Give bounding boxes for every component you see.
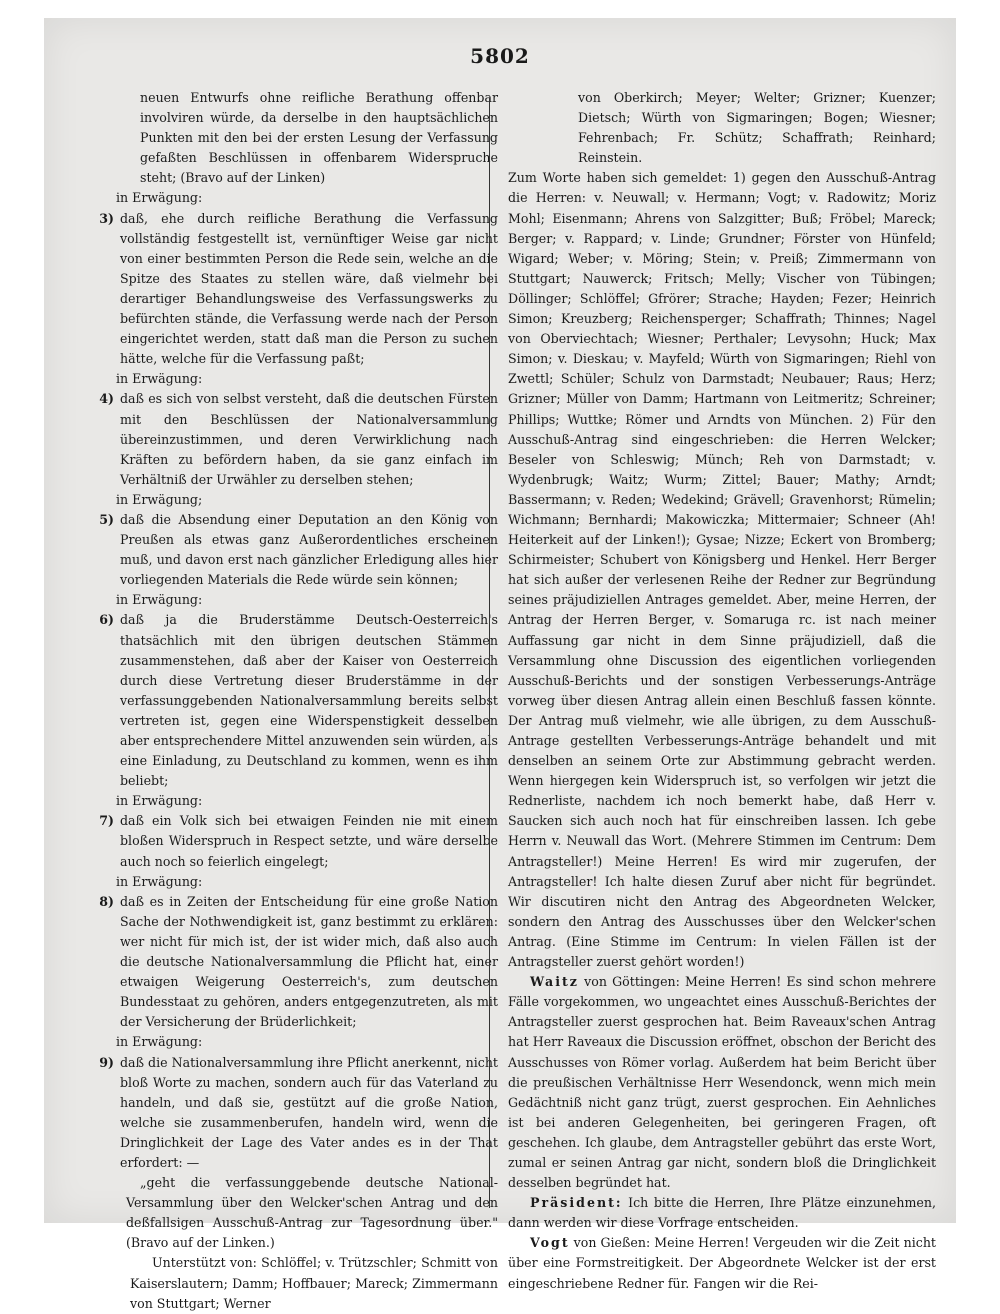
item-number: 9)	[99, 1054, 114, 1070]
speaker-name: Waitz	[530, 974, 579, 990]
item-text: daß, ehe durch reifliche Berathung die Verfassung vollständig festgestellt ist, vernünftiger Weise gar nicht von einer bestimmten Person die Rede sein, welche an die Spitze des Staates zu stellen wäre, daß vielmehr bei derartiger Behandlungsweise des Verfassungswerks zu befürchten stände, die Verfassung werde nach der Person eingerichtet werden, statt daß man die Person zu suchen hätte, welche für die Verfassung paßt;	[120, 210, 498, 367]
consideration-label: in Erwägung:	[116, 371, 203, 387]
scanned-page	[44, 18, 956, 1311]
item-text: daß es in Zeiten der Entscheidung für eine große Nation Sache der Nothwendigkeit ist, ganz bestimmt zu erklären: wer nicht für mich ist, der ist wider mich, daß also auch die deutsche Nationalversammlung die Pflicht hat, einer etwaigen Weigerung Oesterreich's, zum deutschen Bundesstaat zu gehören, anders entgegenzutreten, als mit der Versicherung der Brüderlichkeit;	[120, 893, 498, 1030]
page-number: 5802	[470, 44, 530, 68]
consideration-label: in Erwägung:	[116, 793, 203, 809]
item-number: 4)	[99, 391, 114, 407]
item-text: daß es sich von selbst versteht, daß die deutschen Fürsten mit den Beschlüssen der Nationalversammlung übereinzustimmen, und deren Verwirklichung nach Kräften zu befördern haben, da sie ganz einfach im Verhältniß der Urwähler zu derselben stehen;	[120, 391, 498, 487]
item-text: daß ein Volk sich bei etwaigen Feinden nie mit einem bloßen Widerspruch in Respect setzte, und wäre derselbe auch noch so feierlich eingelegt;	[120, 813, 498, 869]
speech-text: Ich bitte die Herren, Ihre Plätze einzunehmen, dann werden wir diese Vorfrage entscheiden.	[508, 1195, 936, 1231]
speech-text: von Gießen: Meine Herren! Vergeuden wir die Zeit nicht über eine Formstreitigkeit. Der Abgeordnete Welcker ist der erst eingeschriebene Redner für. Fangen wir die Rei-	[508, 1235, 936, 1291]
consideration-label: in Erwägung:	[116, 873, 203, 889]
speakers-list-paragraph: Zum Worte haben sich gemeldet: 1) gegen den Ausschuß-Antrag die Herren: v. Neuwall; v. Hermann; Vogt; v. Radowitz; Moriz Mohl; Eisenmann; Ahrens von Salzgitter; Buß; Fröbel; Mareck; Berger; v. Rappard; v. Linde; Grundner; Förster von Hünfeld; Wigard; Weber; v. Möring; Stein; v. Preiß; Zimmermann von Stuttgart; Nauwerck; Fritsch; Melly; Vischer von Tübingen; Döllinger; Schlöffel; Gfrörer; Strache; Hayden; Fezer; Heinrich Simon; Kreuzberg; Reichensperger; Schaffrath; Thinnes; Nagel von Oberviechtach; Wiesner; Perthaler; Levysohn; Huck; Max Simon; v. Dieskau; v. Mayfeld; Würth von Sigmaringen; Riehl von Zwettl; Schüler; Schulz von Darmstadt; Neubauer; Raus; Herz; Grizner; Müller von Damm; Hartmann von Leitmeritz; Schreiner; Phillips; Wuttke; Römer und Arndts von München. 2) Für den Ausschuß-Antrag sind eingeschrieben: die Herren Welcker; Beseler von Schleswig; Münch; Reh von Darmstadt; v. Wydenbrugk; Waitz; Wurm; Zittel; Bauer; Mathy; Arndt; Bassermann; v. Reden; Wedekind; Grävell; Gravenhorst; Rümelin; Wichmann; Bernhardi; Makowiczka; Mittermaier; Schneer (Ah! Heiterkeit auf der Linken!); Gysae; Nizze; Eckert von Bromberg; Schirmeister; Schubert von Königsberg und Henkel. Herr Berger hat sich außer der verlesenen Reihe der Redner zur Begründung seines präjudiziellen Antrages gemeldet. Aber, meine Herren, der Antrag der Herren Berger, v. Somaruga rc. ist nach meiner Auffassung gar nicht in dem Sinne präjudiziell, daß die Versammlung ohne Discussion des eigentlichen vorliegenden Ausschuß-Berichts und der sonstigen Verbesserungs-Anträge vorweg über diesen Antrag allein einen Beschluß fassen könnte. Der Antrag muß vielmehr, wie alle übrigen, zu dem Ausschuß-Antrage gestellten Verbesserungs-Anträge behandelt und mit denselben an seinem Orte zur Abstimmung gebracht werden. Wenn hiergegen kein Widerspruch ist, so verfolgen wir jetzt die Rednerliste, nachdem ich noch bemerkt habe, daß Herr v. Saucken sich auch noch hat für einschreiben lassen. Ich gebe Herrn v. Neuwall das Wort. (Mehrere Stimmen im Centrum: Dem Antragsteller!) Meine Herren! Es wird mir zugerufen, der Antragsteller! Ich halte diesen Zuruf aber nicht für begründet. Wir discutiren nicht den Antrag des Abgeordneten Welcker, sondern den Antrag des Ausschusses über den Welcker'schen Antrag. (Eine Stimme im Centrum: In vielen Fällen ist der Antragsteller zuerst gehört worden!)	[508, 170, 936, 970]
item-number: 5)	[99, 511, 114, 527]
consideration-label: in Erwägung;	[116, 491, 203, 507]
intro-paragraph: neuen Entwurfs ohne reifliche Berathung offenbar involviren würde, da derselbe in den hauptsächlichen Punkten mit den bei der ersten Lesung der Verfassung gefaßten Beschlüssen in offenbarem Widerspruche steht; (Bravo auf der Linken)	[140, 90, 498, 186]
speaker-name: Vogt	[530, 1235, 570, 1251]
item-number: 7)	[99, 813, 114, 829]
item-text: daß die Nationalversammlung ihre Pflicht anerkennt, nicht bloß Worte zu machen, sondern auch für das Vaterland zu handeln, und daß sie, gestützt auf die große Nation, welche sie zusammenberufen, handeln wird, wenn die Dringlichkeit der Lage des Vater andes es in der That erfordert: —	[120, 1054, 498, 1170]
item-number: 8)	[99, 893, 114, 909]
column-divider	[489, 98, 490, 1208]
item-number: 3)	[99, 210, 114, 226]
consideration-label: in Erwägung:	[116, 592, 203, 608]
consideration-item	[70, 610, 498, 791]
speech-text: von Göttingen: Meine Herren! Es sind schon mehrere Fälle vorgekommen, wo ungeachtet eines Ausschuß-Berichtes der Antragsteller zuerst gesprochen hat. Beim Raveaux'schen Antrag hat Herr Raveaux die Discussion eröffnet, obschon der Bericht des Ausschusses von Römer vorlag. Außerdem hat beim Bericht über die preußischen Verhältnisse Herr Wesendonck, wenn mich mein Gedächtniß nicht ganz trügt, zuerst gesprochen. Ein Aehnliches ist bei anderen Gelegenheiten, bei geringeren Fragen, oft geschehen. Ich glaube, dem Antragsteller gebührt das erste Wort, zumal er seinen Antrag gar nicht, sondern bloß die Dringlichkeit desselben begründet hat.	[508, 974, 936, 1191]
consideration-item	[70, 811, 498, 871]
motion-quote: „geht die verfassunggebende deutsche National-Versammlung über den Welcker'schen Antrag und den deßfallsigen Ausschuß-Antrag zur Tagesordnung über." (Bravo auf der Linken.)	[126, 1175, 498, 1251]
consideration-label: in Erwägung:	[116, 1034, 203, 1050]
item-number: 6)	[99, 612, 114, 628]
right-column	[508, 88, 936, 1291]
consideration-item	[70, 510, 498, 590]
item-text: daß ja die Bruderstämme Deutsch-Oesterreich's thatsächlich mit den übrigen deutschen Stämmen zusammenstehen, daß aber der Kaiser von Oesterreich durch diese Vertretung dieser Bruderstämme in der verfassunggebenden Nationalversammlung bereits selbst vertreten ist, gegen eine Widerspenstigkeit desselben aber entsprechendere Mittel anzuwenden sein würden, als eine Einladung, zu Deutschland zu kommen, wenn es ihm beliebt;	[120, 612, 498, 789]
speech-waitz	[508, 972, 936, 1193]
consideration-label: in Erwägung:	[116, 190, 203, 206]
consideration-item	[70, 389, 498, 489]
names-continuation: von Oberkirch; Meyer; Welter; Grizner; Kuenzer; Dietsch; Würth von Sigmaringen; Bogen; Wiesner; Fehrenbach; Fr. Schütz; Schaffrath; Reinhard; Reinstein.	[578, 90, 936, 166]
consideration-item	[70, 892, 498, 1033]
supporters-list: Unterstützt von: Schlöffel; v. Trützschler; Schmitt von Kaiserslautern; Damm; Hoffbauer; Mareck; Zimmermann von Stuttgart; Werner	[130, 1255, 498, 1311]
speaker-name: Präsident:	[530, 1195, 623, 1211]
item-text: daß die Absendung einer Deputation an den König von Preußen als etwas ganz Außerordentliches erscheinen muß, und davon erst nach gänzlicher Erledigung alles hier vorliegenden Materials die Rede würde sein können;	[120, 511, 498, 588]
speech-vogt	[508, 1233, 936, 1293]
consideration-item	[70, 209, 498, 370]
consideration-item	[70, 1053, 498, 1174]
speech-president	[508, 1193, 936, 1233]
left-column	[70, 88, 498, 1311]
